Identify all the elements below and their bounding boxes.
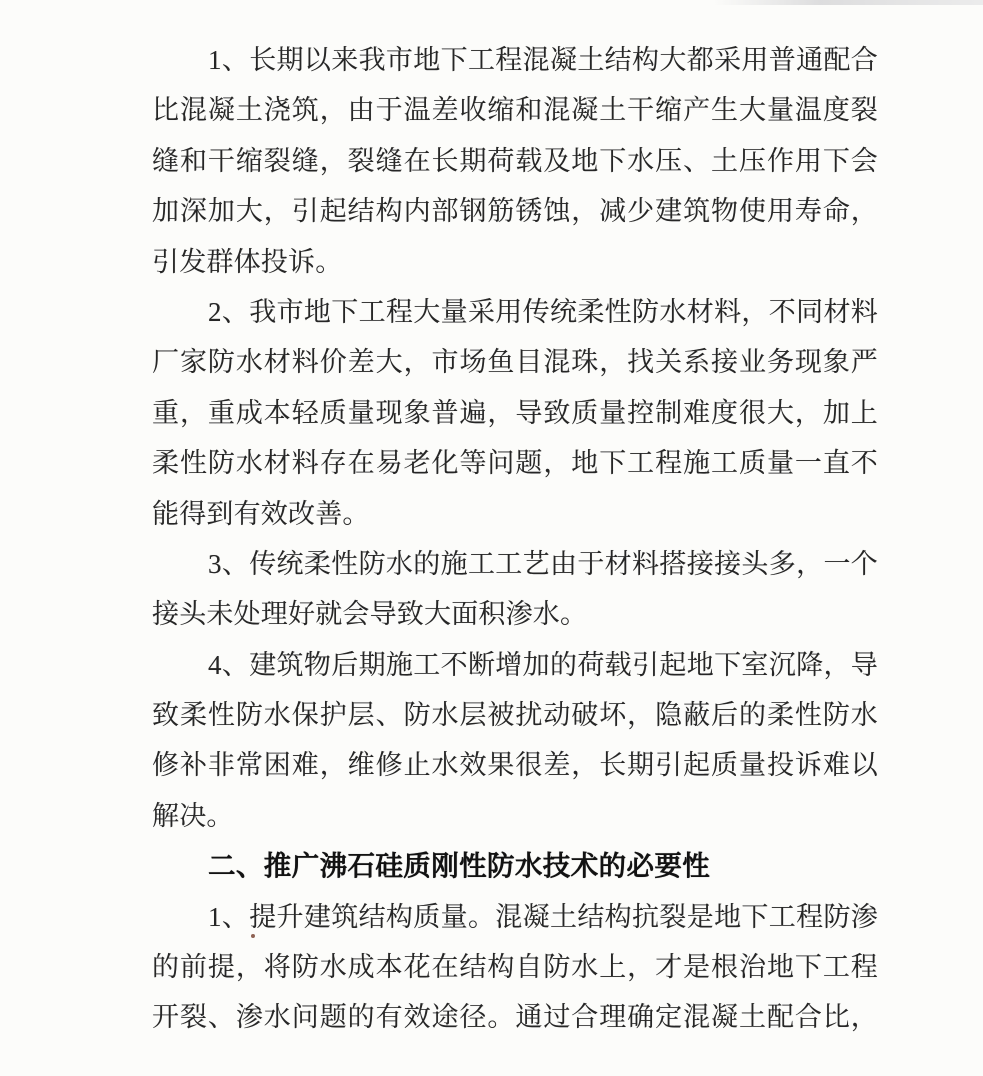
scan-artifact-streak xyxy=(713,0,983,5)
text-line: 重，重成本轻质量现象普遍，导致质量控制难度很大，加上 xyxy=(152,397,878,428)
text-line: 解决。 xyxy=(152,800,234,831)
text-line: 1、长期以来我市地下工程混凝土结构大都采用普通配合 xyxy=(208,45,878,75)
text-line: 1、提升建筑结构质量。混凝土结构抗裂是地下工程防渗 xyxy=(208,901,878,932)
text-line: 柔性防水材料存在易老化等问题，地下工程施工质量一直不 xyxy=(152,448,878,479)
paragraph xyxy=(152,539,878,640)
text-line: 缝和干缩裂缝，裂缝在长期荷载及地下水压、土压作用下会 xyxy=(152,145,878,176)
paragraph xyxy=(152,892,878,1043)
text-line: 2、我市地下工程大量采用传统柔性防水材料，不同材料 xyxy=(208,296,878,327)
text-line: 厂家防水材料价差大，市场鱼目混珠，找关系接业务现象严 xyxy=(152,347,878,378)
text-line: 的前提，将防水成本花在结构自防水上，才是根治地下工程 xyxy=(152,952,878,983)
text-line: 接头未处理好就会导致大面积渗水。 xyxy=(152,599,588,630)
paragraph xyxy=(152,35,878,287)
text-line: 加深加大，引起结构内部钢筋锈蚀，减少建筑物使用寿命， xyxy=(152,196,878,227)
text-line: 4、建筑物后期施工不断增加的荷载引起地下室沉降，导 xyxy=(208,649,878,680)
text-line: 致柔性防水保护层、防水层被扰动破坏，隐蔽后的柔性防水 xyxy=(152,700,878,731)
text-line: 比混凝土浇筑，由于温差收缩和混凝土干缩产生大量温度裂 xyxy=(152,95,878,126)
text-line: 引发群体投诉。 xyxy=(152,246,343,277)
section-heading xyxy=(152,841,878,891)
heading-line: 二、推广沸石硅质刚性防水技术的必要性 xyxy=(208,850,711,882)
paragraph xyxy=(152,287,878,539)
text-line: 3、传统柔性防水的施工工艺由于材料搭接接头多，一个 xyxy=(208,548,878,579)
text-line: 修补非常困难，维修止水效果很差，长期引起质量投诉难以 xyxy=(152,750,878,781)
paragraph xyxy=(152,640,878,842)
text-line: 开裂、渗水问题的有效途径。通过合理确定混凝土配合比， xyxy=(152,1002,878,1033)
document-text-column xyxy=(152,35,878,1043)
text-line: 能得到有效改善。 xyxy=(152,498,370,529)
